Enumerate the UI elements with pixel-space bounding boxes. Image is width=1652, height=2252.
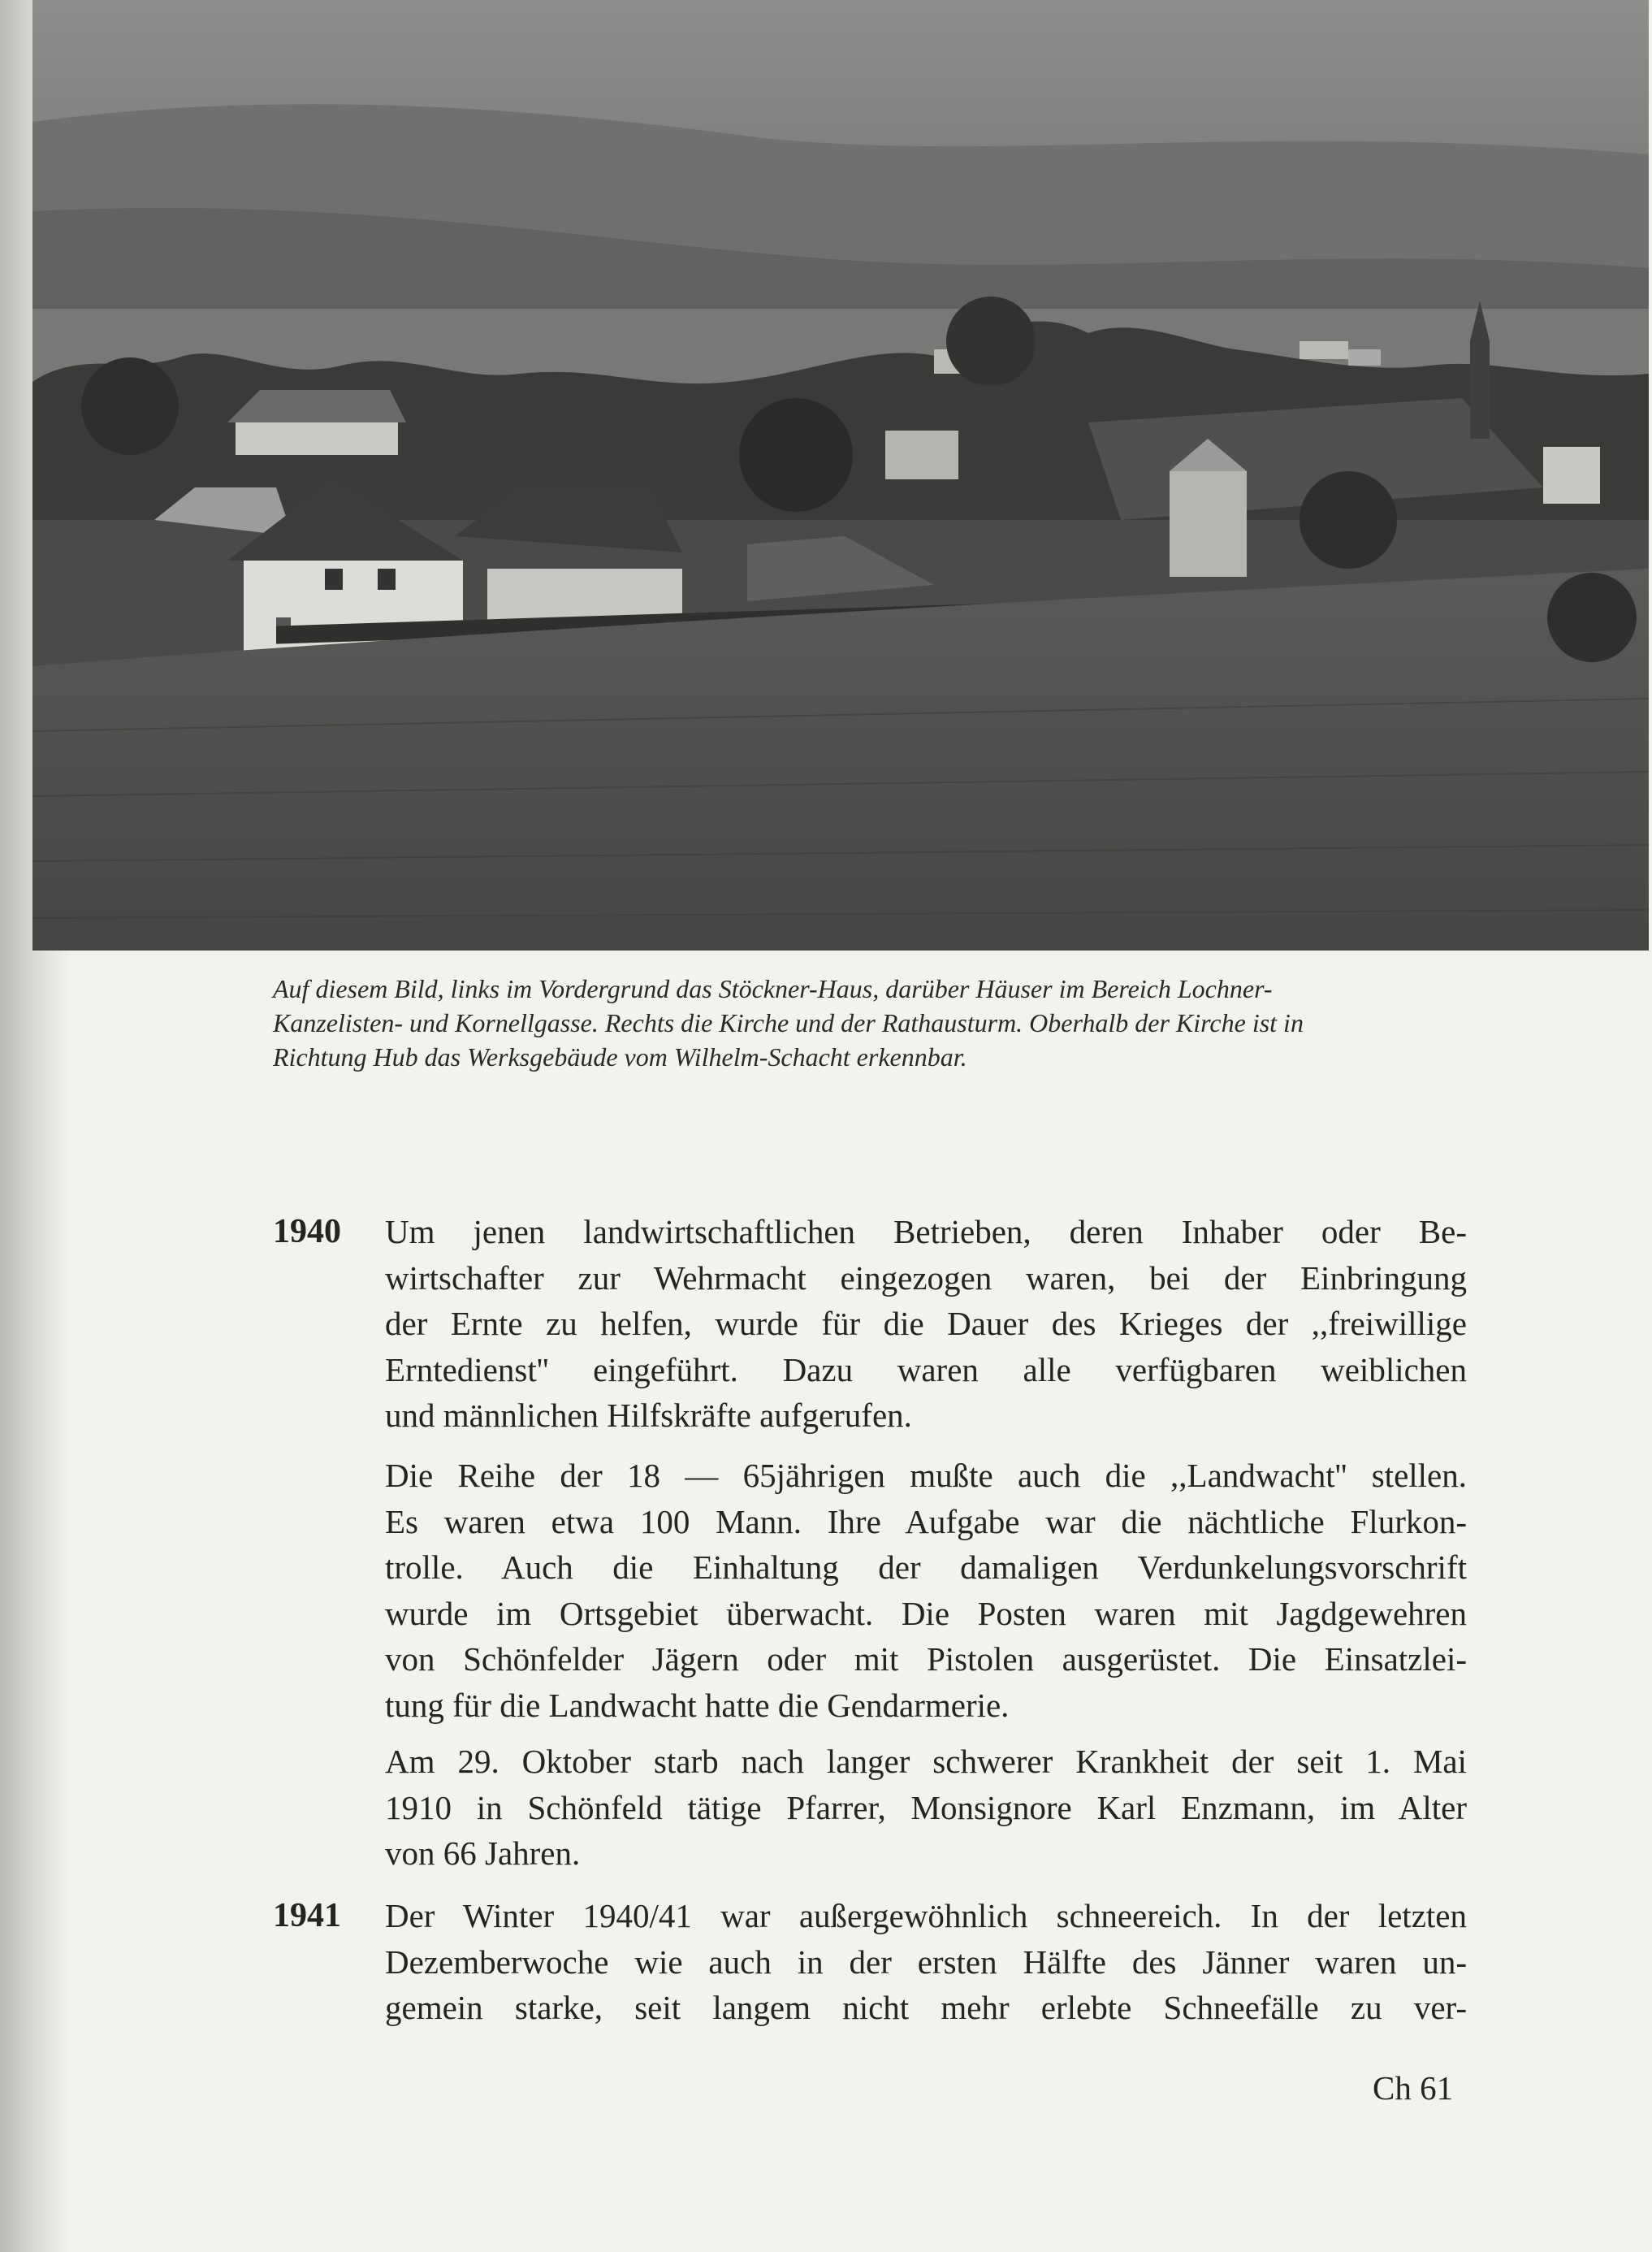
text-line: und männlichen Hilfskräfte aufgerufen. xyxy=(385,1397,912,1434)
text-line: tung für die Landwacht hatte die Gendarmerie. xyxy=(385,1686,1010,1724)
text-line: von Schönfelder Jägern oder mit Pistolen ausgerüstet. Die Einsatzlei- xyxy=(385,1640,1467,1678)
text-line: gemein starke, seit langem nicht mehr erlebte Schneefälle zu ver- xyxy=(385,1989,1467,2026)
paragraph xyxy=(385,1739,1467,1877)
text-line: Dezemberwoche wie auch in der ersten Hälfte des Jänner waren un- xyxy=(385,1942,1467,1981)
paragraph xyxy=(385,1453,1467,1728)
text-line: Am 29. Oktober starb nach langer schwerer Krankheit der seit 1. Mai xyxy=(385,1743,1467,1780)
text-line: wurde im Ortsgebiet überwacht. Die Posten waren mit Jagdgewehren xyxy=(385,1594,1467,1632)
paragraph xyxy=(385,1209,1467,1439)
text-line: Die Reihe der 18 — 65jährigen mußte auch die ,,Landwacht'' stellen. xyxy=(385,1457,1467,1494)
text-line: Es waren etwa 100 Mann. Ihre Aufgabe war die nächtliche Flurkon- xyxy=(385,1502,1467,1540)
text-line: wirtschafter zur Wehrmacht eingezogen waren, bei der Einbringung xyxy=(385,1258,1467,1297)
village-landscape-photo xyxy=(32,0,1649,951)
caption-line: Kanzelisten- und Kornellgasse. Rechts die Kirche und der Rathausturm. Oberhalb der Kirche ist in xyxy=(273,1008,1304,1037)
text-line: 1910 in Schönfeld tätige Pfarrer, Monsignore Karl Enzmann, im Alter xyxy=(385,1788,1467,1826)
text-line: Um jenen landwirtschaftlichen Betrieben, deren Inhaber oder Be- xyxy=(385,1213,1467,1250)
text-line: Erntedienst'' eingeführt. Dazu waren alle verfügbaren weiblichen xyxy=(385,1350,1467,1388)
caption-line: Auf diesem Bild, links im Vordergrund das Stöckner-Haus, darüber Häuser im Bereich Lochner- xyxy=(273,974,1273,1003)
text-line: der Ernte zu helfen, wurde für die Dauer des Krieges der ,,freiwillige xyxy=(385,1305,1467,1342)
photo-caption xyxy=(273,972,1475,1074)
text-line: trolle. Auch die Einhaltung der damaligen Verdunkelungsvorschrift xyxy=(385,1548,1467,1586)
paragraph xyxy=(385,1893,1467,2031)
text-line: von 66 Jahren. xyxy=(385,1834,581,1872)
entry-year: 1940 xyxy=(273,1213,341,1250)
page-number: Ch 61 xyxy=(1373,2069,1454,2107)
entry-year: 1941 xyxy=(273,1897,341,1934)
text-line: Der Winter 1940/41 war außergewöhnlich schneereich. In der letzten xyxy=(385,1897,1467,1934)
caption-line: Richtung Hub das Werksgebäude vom Wilhelm-Schacht erkennbar. xyxy=(273,1042,967,1072)
